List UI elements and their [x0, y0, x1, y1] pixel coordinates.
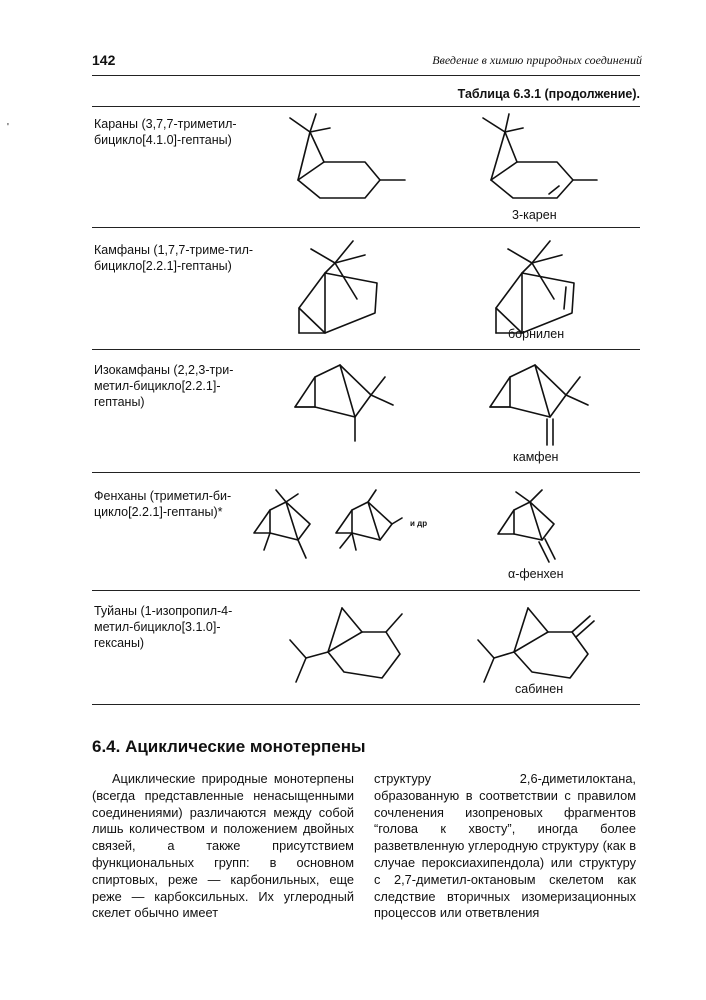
body-text-right-column: структуру 2,6-диметилоктана, образованную в соответствии с правилом сочленения изопреновых фрагментов “голова к хвосту”, иногда более разветвленную углеродную структуру (как в случае пероксиахипендола) или структуру с 2,7-диметил-октановым скелетом как следствие вторичных изомеризационных процессов или ответвления	[374, 771, 636, 921]
3-carene-structure	[475, 110, 615, 210]
table-caption: Таблица 6.3.1 (продолжение).	[457, 87, 640, 101]
margin-mark: '	[7, 122, 9, 133]
compound-name-alpha-fenchene: α-фенхен	[508, 567, 564, 581]
table-bottom-rule	[92, 704, 640, 705]
row-divider-1	[92, 227, 640, 228]
row-divider-2	[92, 349, 640, 350]
table-top-rule	[92, 106, 640, 107]
row-divider-3	[92, 472, 640, 473]
row-label-carane: Караны (3,7,7-триметил-бицикло[4.1.0]-гептаны)	[94, 117, 237, 147]
fenchane-structure-1	[244, 488, 324, 563]
and-others-note: и др	[410, 519, 428, 528]
row-label-camphane: Камфаны (1,7,7-триме-тил-бицикло[2.2.1]-гептаны)	[94, 243, 254, 273]
row-label-isocamphane: Изокамфаны (2,2,3-три-метил-бицикло[2.2.1]-гептаны)	[94, 363, 234, 409]
running-title: Введение в химию природных соединений	[432, 53, 642, 67]
compound-name-bornylene: борнилен	[508, 327, 565, 341]
page-number: 142	[92, 52, 116, 68]
alpha-fenchene-structure	[488, 484, 578, 574]
sabinene-structure	[474, 600, 604, 690]
row-label-fenchane: Фенханы (триметил-би-цикло[2.2.1]-гептаны)*	[94, 489, 232, 519]
carane-structure	[280, 110, 420, 210]
fenchane-structure-2	[326, 488, 406, 563]
bornylene-structure	[482, 233, 592, 333]
camphane-structure	[285, 233, 395, 333]
row-label-thujane: Туйаны (1-изопропил-4-метил-бицикло[3.1.0]-гексаны)	[94, 604, 233, 650]
section-title: 6.4. Ациклические монотерпены	[92, 737, 366, 756]
body-text-left-column: Ациклические природные монотерпены (всегда представленные ненасыщенными соединениями) различаются между собой лишь количеством и положением двойных связей, а также присутствием функциональных групп: в основном спиртовых, реже — карбонильных, еще реже — карбоксильных. Их углеродный скелет обычно имеет	[92, 771, 354, 921]
row-divider-4	[92, 590, 640, 591]
camphene-structure	[480, 357, 600, 457]
compound-name-camphene: камфен	[513, 450, 559, 464]
compound-name-3-carene: 3-карен	[512, 208, 557, 222]
thujane-structure	[282, 600, 412, 690]
compound-name-sabinene: сабинен	[515, 682, 564, 696]
header-rule	[92, 75, 640, 76]
isocamphane-structure	[285, 357, 405, 457]
